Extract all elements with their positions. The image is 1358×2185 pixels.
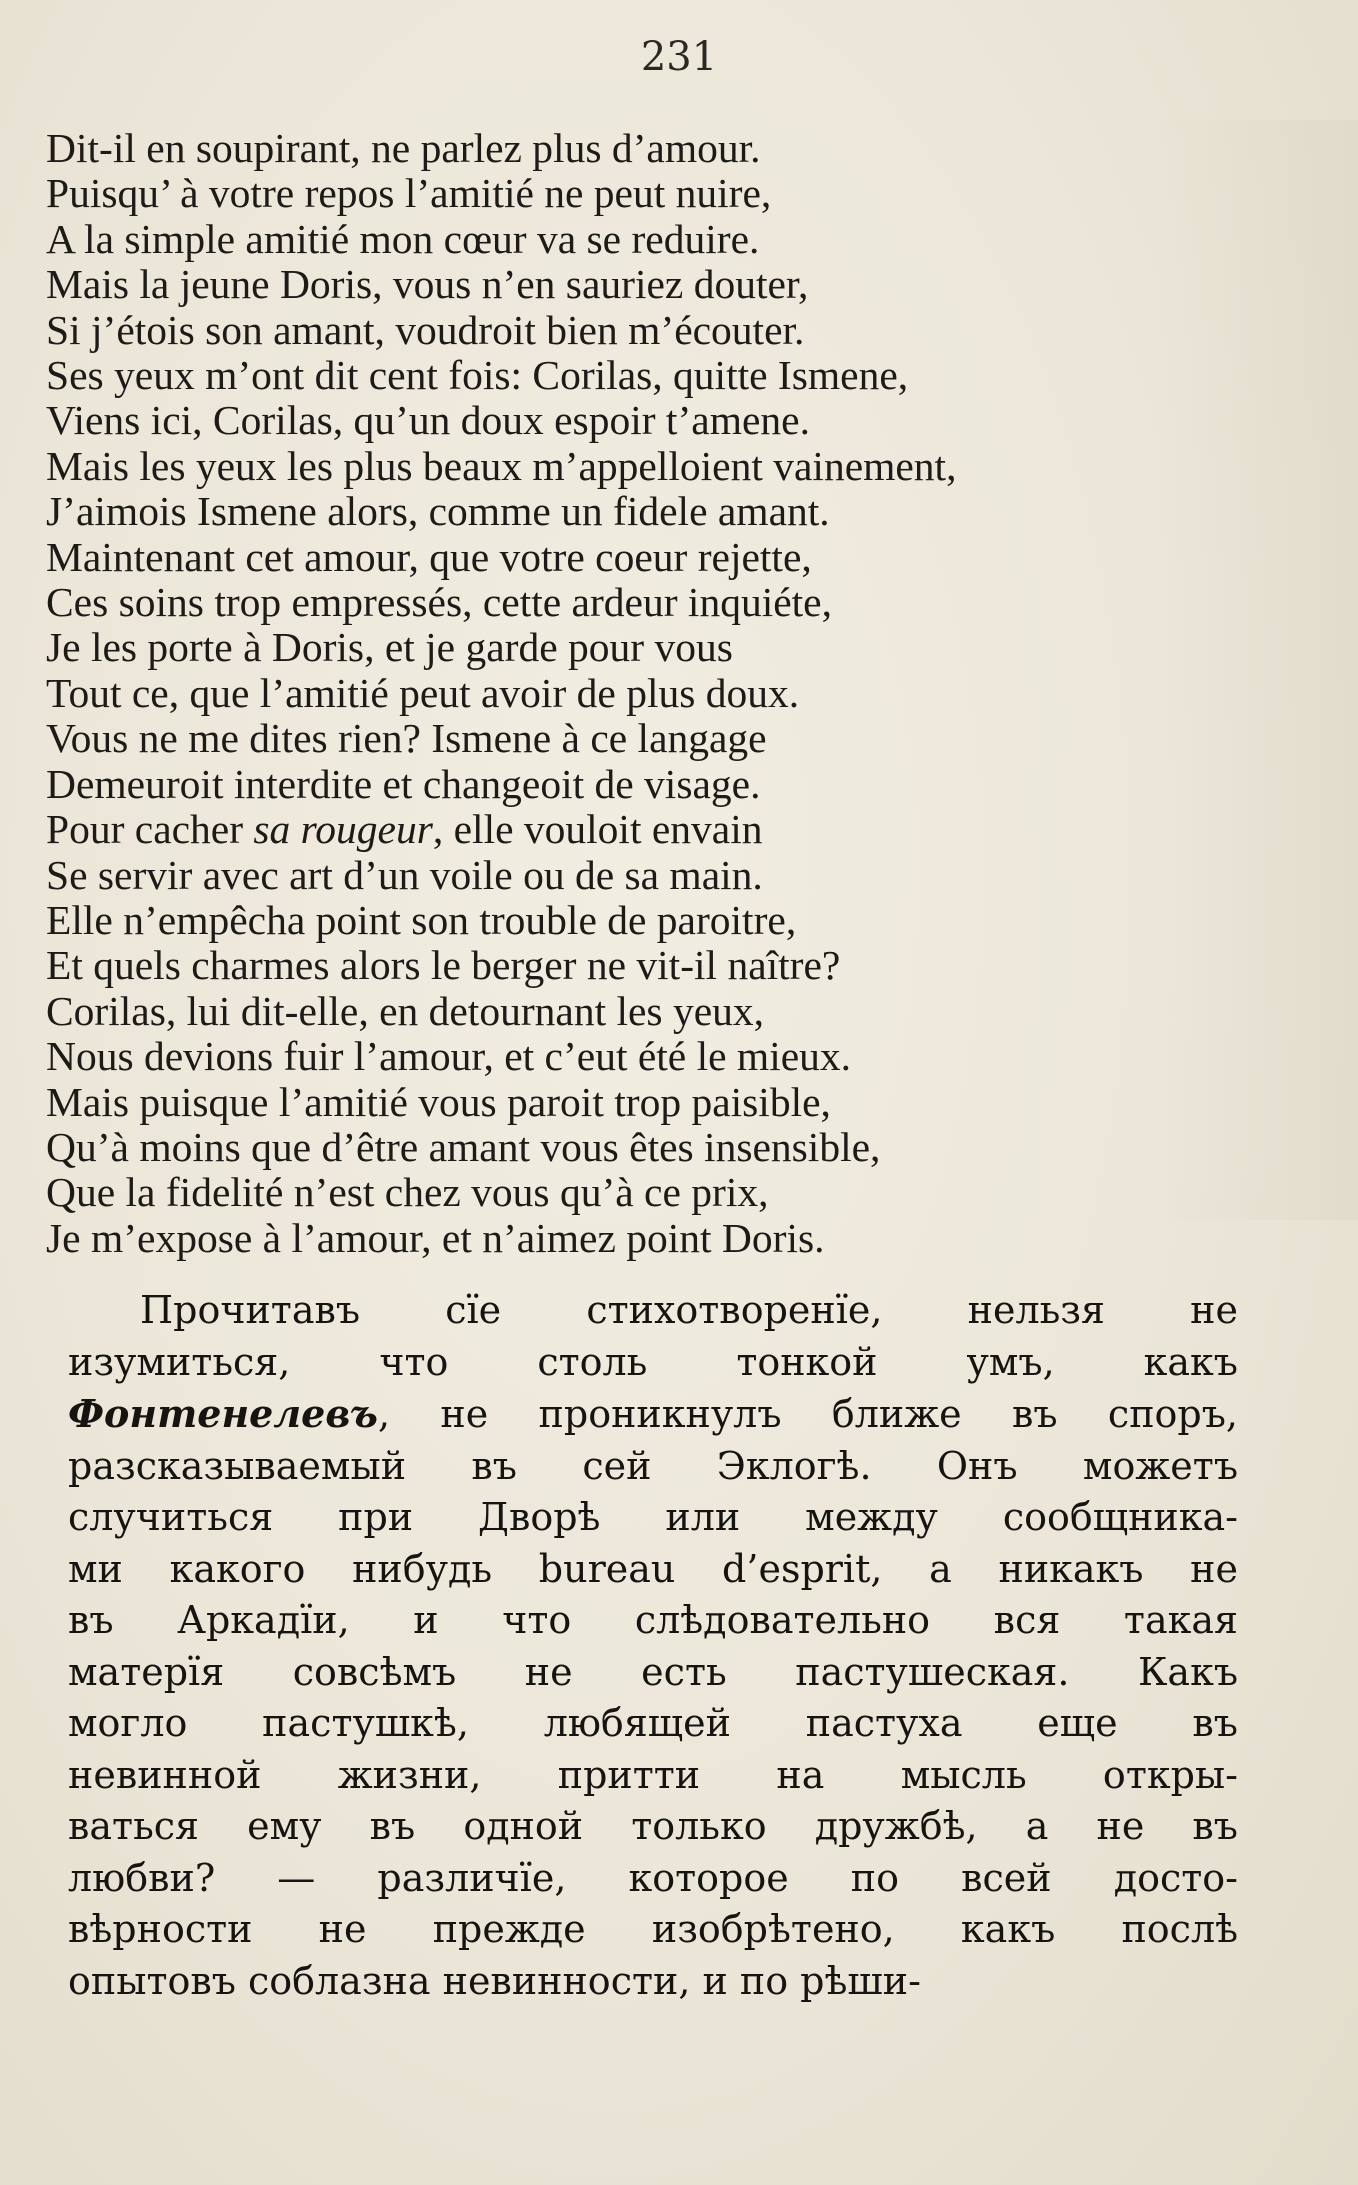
prose-line: Прочитавъ сїе стихотворенїе, нельзя не — [140, 1288, 1238, 1332]
prose-segment: , не проникнулъ ближе въ споръ, — [377, 1392, 1238, 1436]
poem-line: Mais la jeune Doris, vous n’en sauriez douter, — [46, 261, 809, 308]
prose-line: могло пастушкѣ, любящей пастуха еще въ — [68, 1701, 1238, 1745]
poem-line: Je les porte à Doris, et je garde pour vous — [46, 624, 733, 671]
poem-line: Puisqu’ à votre repos l’amitié ne peut nuire, — [46, 170, 772, 217]
prose-line: матерїя совсѣмъ не есть пастушеская. Какъ — [68, 1649, 1238, 1694]
poem-line: Viens ici, Corilas, qu’un doux espoir t’amene. — [46, 397, 810, 444]
poem-line: Demeuroit interdite et changeoit de visage. — [46, 760, 761, 807]
page-number: 231 — [640, 34, 718, 80]
poem-line: Ces soins trop empressés, cette ardeur inquiéte, — [46, 579, 832, 626]
page-shading — [1158, 120, 1358, 1220]
poem-line: Tout ce, que l’amitié peut avoir de plus doux. — [46, 669, 800, 716]
french-poem — [46, 126, 1146, 1261]
prose-line: изумиться, что столь тонкой умъ, какъ — [68, 1339, 1238, 1384]
poem-line: J’aimois Ismene alors, comme un fidele amant. — [46, 488, 830, 535]
poem-line: Mais puisque l’amitié vous paroit trop paisible, — [46, 1078, 831, 1125]
poem-segment: , elle vouloit envain — [432, 806, 763, 853]
prose-line: ми какого нибудь bureau d’esprit, а никакъ не — [68, 1546, 1238, 1591]
prose-line: въ Аркадїи, и что слѣдовательно вся такая — [68, 1598, 1238, 1642]
poem-line: Mais les yeux les plus beaux m’appelloient vainement, — [46, 442, 957, 489]
poem-line: Vous ne me dites rien? Ismene à ce langage — [46, 715, 767, 762]
poem-line: Ses yeux m’ont dit cent fois: Corilas, quitte Ismene, — [46, 352, 909, 399]
poem-line: Qu’à moins que d’être amant vous êtes insensible, — [46, 1123, 881, 1170]
poem-line: Si j’étois son amant, voudroit bien m’écouter. — [46, 306, 805, 353]
prose-line: разсказываемый въ сей Эклогѣ. Онъ можетъ — [68, 1443, 1238, 1488]
poem-segment: Pour cacher — [46, 806, 254, 853]
poem-line-italic — [46, 807, 1146, 852]
poem-line: Que la fidelité n’est chez vous qu’à ce prix, — [46, 1169, 769, 1216]
poem-line: Nous devions fuir l’amour, et c’eut été le mieux. — [46, 1033, 852, 1080]
prose-line: вѣрности не прежде изобрѣтено, какъ послѣ — [68, 1907, 1238, 1951]
prose-line: случиться при Дворѣ или между сообщника- — [68, 1495, 1238, 1539]
prose-line: опытовъ соблазна невинности, и по рѣши- — [68, 1958, 921, 2003]
poem-line: Je m’expose à l’amour, et n’aimez point Doris. — [46, 1214, 825, 1261]
poem-line: Se servir avec art d’un voile ou de sa main. — [46, 851, 763, 898]
poem-line: Et quels charmes alors le berger ne vit-il naître? — [46, 942, 841, 989]
poem-line: Elle n’empêcha point son trouble de paroitre, — [46, 896, 797, 943]
poem-italic-phrase: sa rougeur — [253, 806, 433, 853]
prose-italic-name: Фонтенелевъ — [68, 1391, 378, 1436]
prose-line: любви? — различїе, которое по всей досто- — [68, 1855, 1238, 1900]
russian-commentary — [68, 1285, 1238, 2007]
poem-line: Dit-il en soupirant, ne parlez plus d’amour. — [46, 125, 761, 171]
poem-line: A la simple amitié mon cœur va se reduire. — [46, 215, 760, 262]
prose-line-italic — [68, 1388, 1238, 1441]
prose-line: ваться ему въ одной только дружбѣ, а не въ — [68, 1804, 1238, 1848]
prose-line: невинной жизни, притти на мысль откры- — [68, 1752, 1238, 1797]
poem-line: Corilas, lui dit-elle, en detournant les yeux, — [46, 987, 765, 1034]
poem-line: Maintenant cet amour, que votre coeur rejette, — [46, 533, 812, 580]
